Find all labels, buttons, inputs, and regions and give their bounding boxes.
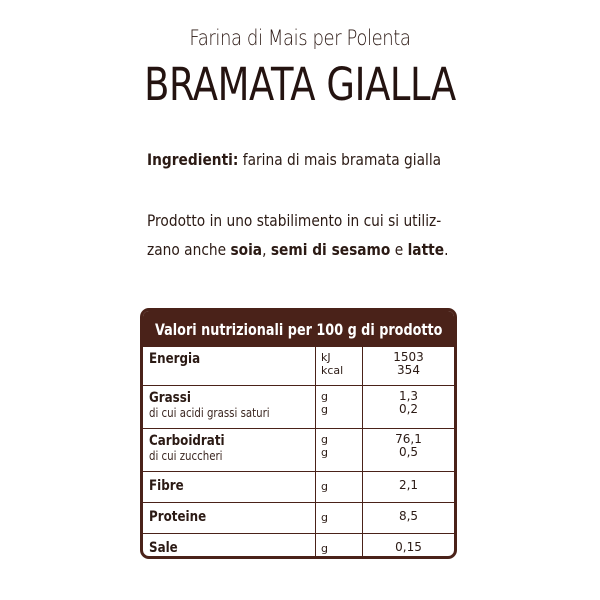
nutrient-name-cell: [143, 472, 316, 502]
nutrient-value: 354: [397, 363, 420, 377]
allergen-latte: latte: [407, 240, 445, 259]
nutrient-value-cell: [363, 386, 454, 428]
nutrient-name-cell: [143, 429, 316, 471]
nutrient-unit: g: [321, 433, 328, 446]
nutrition-row-grassi: [143, 385, 454, 428]
nutrient-value: 2,1: [398, 478, 419, 492]
nutrient-value: 0,5: [398, 445, 419, 459]
nutrient-name: Sale: [149, 540, 178, 556]
ingredients-text: farina di mais bramata gialla: [238, 150, 442, 169]
nutrient-unit-cell: [316, 472, 363, 502]
nutrient-unit: g: [321, 446, 328, 459]
product-subtitle: Farina di Mais per Polenta: [189, 26, 411, 50]
nutrient-name-cell: [143, 347, 316, 385]
allergen-end: .: [444, 240, 449, 259]
nutrient-name: Carboidrati: [149, 433, 225, 449]
nutrition-table-header: [143, 311, 454, 347]
nutrient-value: 0,2: [398, 402, 419, 416]
nutrient-unit: kJ: [321, 351, 331, 364]
nutrient-value-cell: [363, 347, 454, 385]
nutrition-row-proteine: [143, 502, 454, 533]
nutrient-unit: g: [321, 542, 328, 555]
nutrient-name: Fibre: [149, 478, 184, 494]
nutrition-row-carboidrati: [143, 428, 454, 471]
nutrient-subname: di cui zuccheri: [149, 449, 223, 463]
nutrient-subname: di cui acidi grassi saturi: [149, 406, 270, 420]
nutrient-unit: g: [321, 511, 328, 524]
nutrient-name: Proteine: [149, 509, 207, 525]
nutrient-name-cell: [143, 386, 316, 428]
allergen-sep-2: e: [390, 240, 408, 259]
allergen-line-2: [147, 235, 448, 264]
nutrient-value-cell: [363, 472, 454, 502]
nutrition-table-body: [143, 347, 454, 559]
nutrition-row-fibre: [143, 471, 454, 502]
nutrient-value: 1,3: [398, 389, 419, 403]
nutrient-unit-cell: [316, 386, 363, 428]
nutrient-value-cell: [363, 429, 454, 471]
allergen-prefix: zano anche: [147, 240, 231, 259]
nutrient-value-cell: [363, 534, 454, 559]
nutrient-value: 8,5: [398, 509, 419, 523]
nutrient-unit: g: [321, 403, 328, 416]
nutrient-value: 76,1: [395, 432, 422, 446]
allergen-sep-1: ,: [262, 240, 271, 259]
product-title: BRAMATA GIALLA: [144, 58, 456, 111]
nutrient-value: 1503: [393, 350, 424, 364]
ingredients-line: [147, 150, 442, 169]
allergen-soia: soia: [230, 240, 263, 259]
nutrient-unit: kcal: [321, 364, 344, 377]
allergen-sesamo: semi di sesamo: [270, 240, 391, 259]
nutrient-unit-cell: [316, 429, 363, 471]
nutrition-row-energia: [143, 347, 454, 385]
nutrient-unit-cell: [316, 503, 363, 533]
nutrient-name-cell: [143, 534, 316, 559]
nutrient-name-cell: [143, 503, 316, 533]
allergen-line-1: Prodotto in uno stabilimento in cui si utiliz-: [147, 211, 442, 230]
nutrient-unit-cell: [316, 347, 363, 385]
nutrient-unit: g: [321, 480, 328, 493]
nutrient-value-cell: [363, 503, 454, 533]
nutrient-name: Grassi: [149, 390, 191, 406]
nutrient-unit: g: [321, 390, 328, 403]
nutrition-row-sale: [143, 533, 454, 559]
nutrition-header-text: Valori nutrizionali per 100 g di prodotto: [154, 319, 443, 339]
nutrition-table: [140, 308, 457, 559]
nutrient-value: 0,15: [395, 540, 422, 554]
allergen-statement: [147, 206, 448, 264]
nutrient-unit-cell: [316, 534, 363, 559]
nutrient-name: Energia: [149, 351, 201, 367]
ingredients-label: Ingredienti:: [147, 150, 239, 169]
